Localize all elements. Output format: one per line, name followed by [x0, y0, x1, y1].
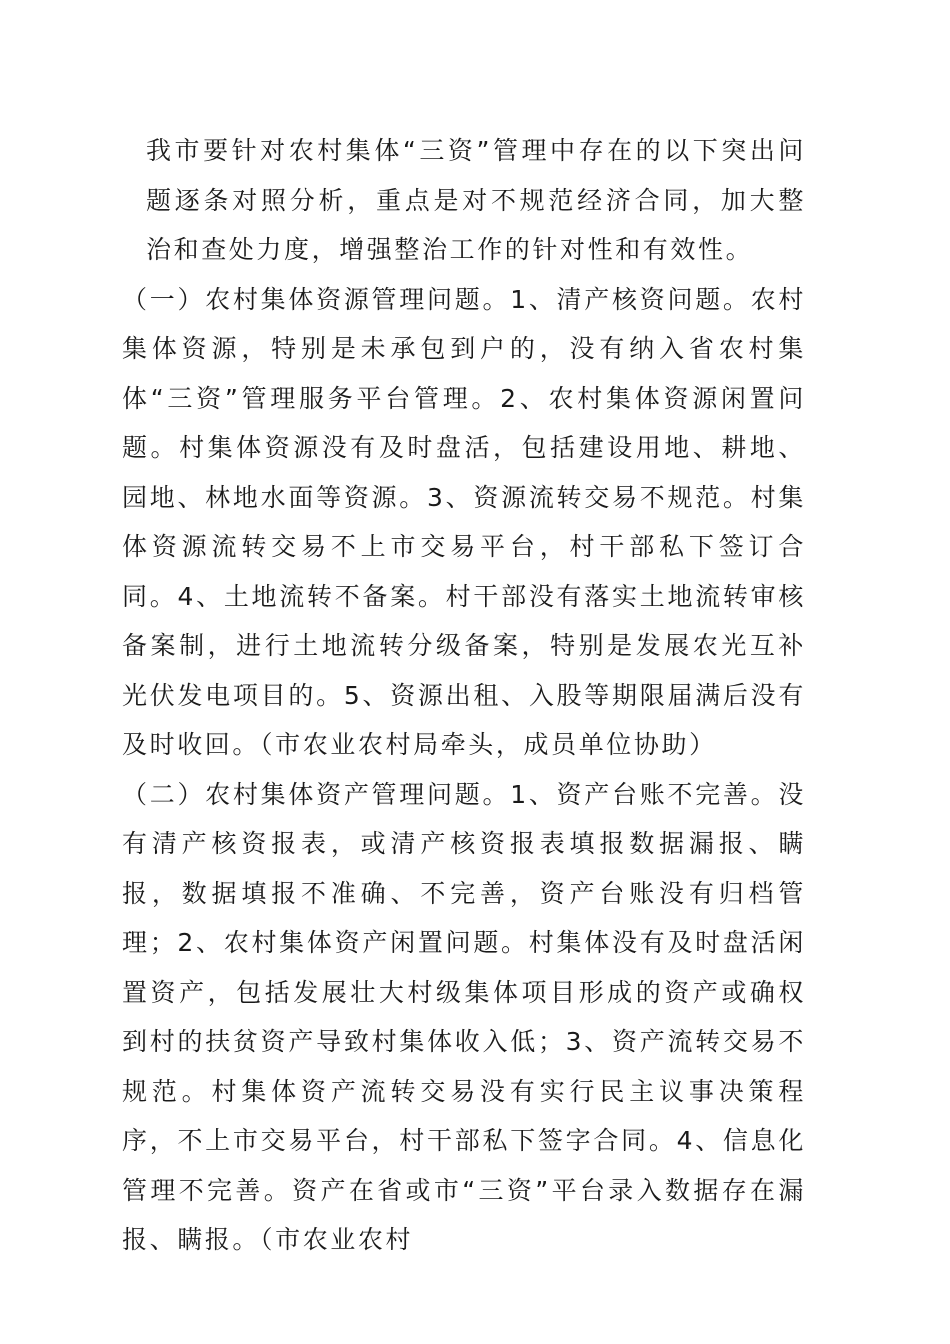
section-2-paragraph: （二）农村集体资产管理问题。1、资产台账不完善。没有清产核资报表，或清产核资报表填报数据漏报、瞒报，数据填报不准确、不完善，资产台账没有归档管理；2、农村集体资产闲置问题。村集体没有及时盘活闲置资产，包括发展壮大村级集体项目形成的资产或确权到村的扶贫资产导致村集体收入低；3、资产流转交易不规范。村集体资产流转交易没有实行民主议事决策程序，不上市交易平台，村干部私下签字合同。4、信息化管理不完善。资产在省或市“三资”平台录入数据存在漏报、瞒报。（市农业农村: [122, 779, 806, 1254]
section-1-paragraph: （一）农村集体资源管理问题。1、清产核资问题。农村集体资源，特别是未承包到户的，没有纳入省农村集体“三资”管理服务平台管理。2、农村集体资源闲置问题。村集体资源没有及时盘活，包括建设用地、耕地、园地、林地水面等资源。3、资源流转交易不规范。村集体资源流转交易不上市交易平台，村干部私下签订合同。4、土地流转不备案。村干部没有落实土地流转审核备案制，进行土地流转分级备案，特别是发展农光互补光伏发电项目的。5、资源出租、入股等期限届满后没有及时收回。（市农业农村局牵头，成员单位协助）: [122, 284, 806, 759]
intro-paragraph: 我市要针对农村集体“三资”管理中存在的以下突出问题逐条对照分析，重点是对不规范经济合同，加大整治和查处力度，增强整治工作的针对性和有效性。: [146, 136, 806, 264]
document-body: [122, 126, 806, 1265]
